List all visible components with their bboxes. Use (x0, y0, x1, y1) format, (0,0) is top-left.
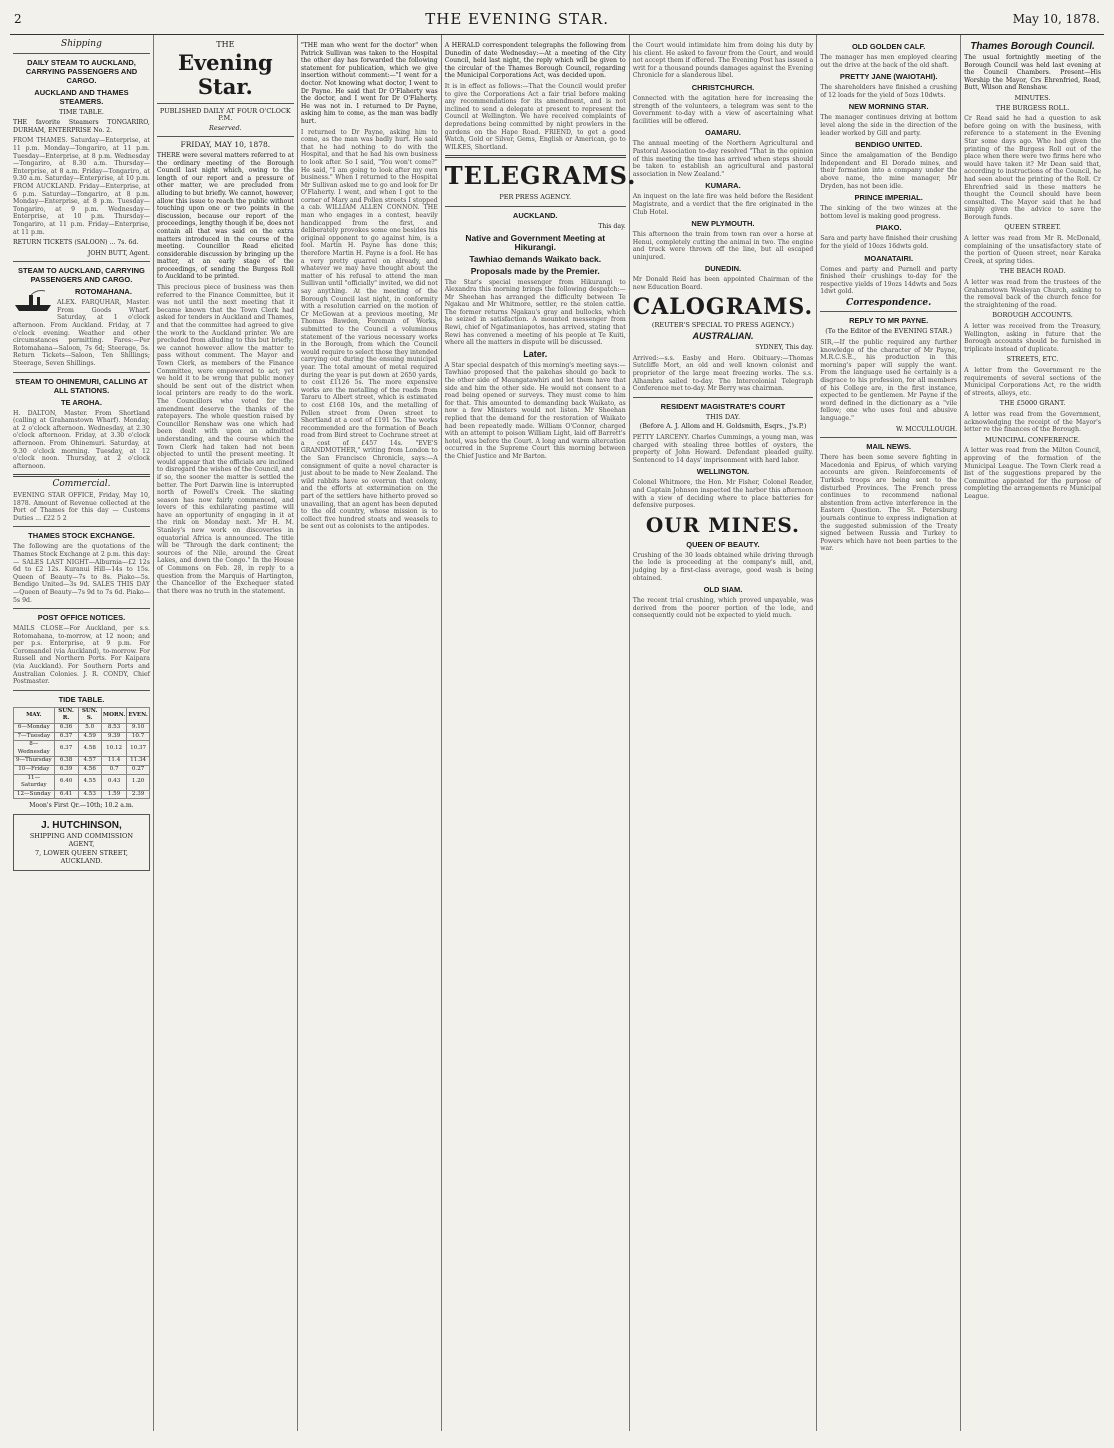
publisher-line: PUBLISHED DAILY AT FOUR O'CLOCK P.M. (159, 106, 291, 123)
council-heading: Thames Borough Council. (970, 41, 1095, 52)
page-header (10, 6, 1104, 35)
tide-row (14, 732, 150, 741)
doctor-letter-lead: "THE man who went for the doctor" when Patrick Sullivan was taken to the Hospital the other day has forwarded the following statement for publication, which we give insertion without comment:—"I went for a doctor. Not knowing what doctor, I went to Dr Payne. He said that Dr O'Flaherty was the doctor, and I went for Dr O'Flaherty. He was not in. I returned to Dr Payne, asking him to come, as the man was badly hurt. (300, 42, 438, 125)
tide-cell: 6.41 (54, 790, 78, 799)
hutchinson-name: J. HUTCHINSON, (41, 819, 122, 831)
rm-court-heading: RESIDENT MAGISTRATE'S COURT (660, 401, 786, 411)
commercial-text: EVENING STAR OFFICE, Friday, May 10, 1878. Amount of Revenue collected at the Port of Thames for this day — Customs Duties ... £22 5 2 (13, 491, 150, 522)
wellington-text: Colonel Whitmore, the Hon. Mr Fisher, Colonel Reader, and Captain Johnson inspected the harbor this afternoon with a view of deciding where to place batteries for defensive purposes. (632, 479, 814, 510)
our-mines-heading: OUR MINES. (645, 512, 801, 537)
return-tickets: RETURN TICKETS (SALOON) ... 7s. 6d. (13, 239, 139, 247)
queen-text: Crushing of the 30 loads obtained while driving through the lode is proceeding at the company's mill, and, judging by a first-class average, good wash is being obtained. (632, 551, 814, 582)
tide-row (14, 766, 150, 775)
new-morning-star-text: The manager continues driving at bottom level along the side in the direction of the leader worked by Gill and party. (820, 114, 958, 137)
column-6 (817, 35, 961, 1431)
tide-cell: 6.37 (54, 741, 78, 757)
burgess-text: Cr Read said he had a question to ask before going on with the business, with reference to a statement in the Evening Star some days ago. Who had given the printing of the Burgess Roll out of the place when there were two firms here who would have taken it? Mr Dean said that, according to instructions of the Council, he had seen about the printing of the Roll. Cr Ehrenfried said in these matters he thought the Council should have been consulted. The Mayor said that he had simply given the advice to save the Borough funds. (964, 115, 1101, 221)
later-heading: Later. (523, 348, 548, 359)
shipping-heading: Shipping (61, 39, 102, 49)
new-morning-star-heading: NEW MORNING STAR. (848, 102, 929, 112)
kumara-text: An inquest on the late fire was held before the Resident Magistrate, and a verdict that the fire originated in the Club Hotel. (632, 193, 814, 216)
tide-cell: 10—Friday (14, 766, 55, 775)
old-siam-heading: OLD SIAM. (703, 585, 743, 595)
tide-cell: 1.59 (101, 790, 126, 799)
daily-steam-ad: DAILY STEAM TO AUCKLAND, CARRYING PASSENGERS AND CARGO. (25, 57, 138, 85)
tide-cell: 4.59 (78, 732, 101, 741)
telegram-body: The Star's special messenger from Hikurangi to Alexandra this morning brings the following despatch:—Mr Sheehan has arranged the difficulty between Te Ngakau and Mr Whitmore, settler, re the stolen cattle. The former returns Ngakau's gray and bullocks, which he seized in satisfaction. A mounted messenger from Rewi, chief of Ngatimaniapotos, has arrived, stating that Rewi has convened a meeting of his people at Te Kuiti, where all the matters in dispute will be discussed. (444, 278, 626, 347)
calograms-heading: CALOGRAMS. (632, 293, 814, 320)
piako-text: Sara and party have finished their crushing for the yield of 10ozs 16dwts gold. (820, 235, 958, 250)
beach-road-heading: THE BEACH ROAD. (999, 267, 1066, 276)
rm-before: (Before A. J. Allom and H. Goldsmith, Esqrs., J's.P.) (639, 422, 807, 431)
moon-phase: Moon's First Qr.—10th; 10.2 a.m. (29, 802, 134, 810)
post-office-heading: POST OFFICE NOTICES. (37, 613, 126, 623)
column-2 (154, 35, 298, 1431)
tide-cell: 0.43 (101, 774, 126, 790)
streets-text: A letter from the Government re the requirements of several sections of the Municipal Corporations Act, re the width of streets, alleys, etc. (964, 366, 1101, 397)
editorial-date: FRIDAY, MAY 10, 1878. (180, 140, 271, 150)
kumara-heading: KUMARA. (705, 181, 741, 191)
proposals-heading: Proposals made by the Premier. (470, 265, 600, 276)
rm-this-day: THIS DAY. (705, 412, 741, 421)
prince-imperial-text: The sinking of the two winzes at the bottom level is making good progress. (820, 205, 958, 220)
new-plymouth-heading: NEW PLYMOUTH. (691, 219, 755, 229)
christchurch-text: Connected with the agitation here for increasing the strength of the volunteers, a telegram was sent to the Government to-day with a view of ascertaining what facilities will be offered. (632, 94, 814, 125)
dunedin-text: Mr Donald Reid has been appointed Chairman of the new Education Board. (632, 276, 814, 292)
tide-row (14, 790, 150, 799)
agent-sign: JOHN BUTT, Agent. (87, 249, 150, 257)
sydney-line: SYDNEY, This day. (755, 344, 814, 352)
logo-the: THE (216, 40, 235, 49)
hutchinson-address: 7, LOWER QUEEN STREET, AUCKLAND. (34, 849, 128, 865)
herald-lead: A HERALD correspondent telegraphs the following from Dunedin of date Wednesday:—At a meeting of the City Council, held last night, the reply which will be given to the circular of the Thames Borough Council, regarding the Municipal Corporations Act, was decided upon. (444, 42, 626, 80)
tide-column-header: SUN. R. (54, 707, 78, 723)
column-7 (961, 35, 1104, 1431)
newspaper-page (10, 6, 1104, 1436)
press-agency: PER PRESS AGENCY. (499, 193, 572, 202)
doctor-letter-body: I returned to Dr Payne, asking him to come, as the man was badly hurt. He said that he had nothing to do with the Hospital, and that he had his own business to look after. So I said, "You won't come?" He said, "I am going to look after my own business." When I returned to the Hospital Mr Sullivan asked me to go and look for Dr O'Flaherty. I went, and when I got to the corner of Mary and Pollen streets I stopped a cab. WILLIAM ALLEN CONNON. THE man who engages in a contest, heavily handicapped from the first, and deliberately provokes some one besides his original opponent to go against him, is a fool. Martin H. Payne has done this; therefore Martin H. Payne is a fool. He has a very pretty quarrel on already, and whatever we may have thought about the matter of his refusal to attend the man Sullivan until "officially" invited, we did not say anything. At the meeting of the Borough Council last night, in conformity with a resolution carried on the motion of Cr McGowan at a previous meeting, Mr Thomas Bawden, Foreman of Works, submitted to the Council a voluminous statement of the various necessary works in the Borough, from which the Council would require to select those they intended carrying out during the ensuing municipal year. The total amount of metal required during the year is put down at 2650 yards, to cost £1126 5s. The more expensive works are the metalling of the roads from Tararu to Albert street, which is estimated to cost £168 10s, and the metalling of Pollen street from Owen street to Shortland at a cost of £191 5s. The works recommended are the formation of Beach road from Bird street to Cochrane street at a cost of £457 14s. "EVE'S GRANDMOTHER," writing from London to the San Francisco Chronicle, says:—A consignment of quite a novel character is just about to be made to New Zealand. The wild rabbits have so overrun that colony, and the efforts at extermination on the part of the settlers have hitherto proved so unavailing, that an agent has been deputed to the old country, whose mission is to collect five hundred stoats and weasels to be sent out as colonists to the antipodes. (300, 128, 438, 531)
rotomahana-text: ALEX. FARQUHAR, Master. From Goods Wharf. Saturday, at 1 o'clock afternoon. From Auckland. Friday, at 7 o'clock evening. Weather and other circumstances permitting. Fares:—Per Rotomahana—Saloon, 7s 6d; Steerage, 5s. Return Tickets—Saloon, Ten Shillings; Steerage, Seven Shillings. (13, 299, 150, 368)
columns (10, 35, 1104, 1431)
tide-cell: 9.10 (127, 724, 150, 733)
rotomahana-heading: ROTOMAHANA. (74, 287, 132, 297)
stock-exchange-heading: THAMES STOCK EXCHANGE. (28, 531, 135, 541)
tide-cell: 4.56 (78, 766, 101, 775)
tide-column-header: SUN. S. (78, 707, 101, 723)
tide-cell: 6.37 (54, 732, 78, 741)
golden-calf-text: The manager has men employed clearing out the drive at the back of the old shaft. (820, 54, 958, 69)
dunedin-heading: DUNEDIN. (704, 264, 742, 274)
tide-cell: 7—Tuesday (14, 732, 55, 741)
tide-column-header: MORN. (101, 707, 126, 723)
tide-cell: 11.34 (127, 757, 150, 766)
beach-road-text: A letter was read from the trustees of the Grahamstown Wesleyan Church, asking to the removal back of the church fence for the straightening of the road. (964, 279, 1101, 309)
australian-text: Arrived:—s.s. Easby and Hero. Obituary:—Thomas Sutcliffe Mort, an old and well known colonist and proprietor of the large meat freezing works. The s.s. Alhambra sailed to-day. The Intercolonial Telegraph Conference met to-day. Mr Berry was chairman. (632, 354, 814, 393)
tide-cell: 0.27 (127, 766, 150, 775)
column-1 (10, 35, 154, 1431)
herald-body: It is in effect as follows:—That the Council would prefer to give the Corporations Act a fair trial before making any recommendations for its amendment, and is not inclined to send a delegate at present to represent the Council at Wellington. We have received complaints of depredations being committed by night prowlers in the gardens on the Hape Road. FRIEND, to get a good Watch, Gold or Silver, Gems, English or American, go to WILKES, Shortland. (444, 82, 626, 151)
tide-cell: 6.36 (54, 724, 78, 733)
ohinemuri-ad: STEAM TO OHINEMURI, CALLING AT ALL STATIONS. (15, 376, 148, 395)
this-day-1: This day. (598, 222, 626, 230)
golden-calf-heading: OLD GOLDEN CALF. (851, 42, 926, 51)
burgess-roll-heading: THE BURGESS ROLL. (995, 103, 1070, 112)
column-3 (298, 35, 442, 1431)
auckland-heading: AUCKLAND. (512, 210, 558, 220)
later-body: A Star special despatch of this morning's meeting says:—Tawhiao proposed that the pakehas should go back to the other side of Maungatawhiri and let them have that side and him the other side. He would not consent to a road being opened or surveys. They must come to him for that. This amounted to demanding back Waikato, as now a few Ministers would not listen. Mr Sheehan replied that the demand for the restoration of Waikato had been repeatedly made. William O'Connor, charged with an attempt to poison William Light, laid off Barrett's hotel, was before the Court. A long and warm altercation occurred in the Supreme Court this morning between the Chief Justice and Mr Barton. (444, 361, 626, 460)
stock-exchange-text: The following are the quotations of the Thames Stock Exchange at 2 p.m. this day:— SALES LAST NIGHT—Alburnia—£2 12s 6d to £2 12s. Kuranui Hill—14s to 15s. Queen of Beauty—7s to 8s. Piako—5s. Bendigo United—3s 9d. SALES THIS DAY—Queen of Beauty—7s 9d to 7s 6d. Piako—5s 9d. (13, 543, 150, 604)
tide-cell: 11—Saturday (14, 774, 55, 790)
pretty-jane-heading: PRETTY JANE (WAIOTAHI). (839, 72, 938, 82)
oamaru-text: The annual meeting of the Northern Agricultural and Pastoral Association to-day resolved "That in the opinion of this meeting the time has arrived when steps should be taken to establish an agricultural and pastoral association in New Zealand." (632, 140, 814, 178)
reply-text: SIR,—If the public required any further knowledge of the character of Mr Payne, M.R.C.S.E., his production in this morning's paper will supply the want. From the language used he certainly is a disgrace to his profession, for all members of his College are, in the first instance, expected to be gentlemen. Mr Payne if the word defined in the dictionary as a "vile fellow; one who uses foul and abusive language." (820, 339, 958, 422)
council-lead: The usual fortnightly meeting of the Borough Council was held last evening at the Council Chambers. Present—His Worship the Mayor, Crs Ehrenfried, Read, Butt, Wilson and Renshaw. (964, 54, 1101, 92)
queen-street-heading: QUEEN STREET. (1004, 223, 1061, 232)
tide-cell: 11.4 (101, 757, 126, 766)
tide-cell: 12—Sunday (14, 790, 55, 799)
issue-date: May 10, 1878. (1012, 12, 1100, 26)
tide-cell: 9.39 (101, 732, 126, 741)
tide-cell: 4.58 (78, 741, 101, 757)
tide-cell: 0.7 (101, 766, 126, 775)
rm-text: PETTY LARCENY. Charles Cummings, a young man, was charged with stealing three bottles of oysters, the property of John Howard. Defendant pleaded guilty. Sentenced to 14 days' imprisonment with hard labor. (632, 434, 814, 464)
tide-table-heading: TIDE TABLE. (58, 694, 105, 704)
commercial-heading: Commercial. (52, 479, 111, 490)
native-meeting-heading: Native and Government Meeting at Hikurangi. (465, 232, 606, 252)
column-5 (630, 35, 817, 1431)
tide-table (13, 707, 150, 800)
reserved-note: Reserved. (208, 123, 242, 132)
oamaru-heading: OAMARU. (705, 128, 741, 138)
te-aroha-heading: TE AROHA. (60, 397, 102, 407)
bendigo-heading: BENDIGO UNITED. (855, 140, 923, 150)
tide-cell: 5.0 (78, 724, 101, 733)
tide-row (14, 724, 150, 733)
streets-heading: STREETS, ETC. (1006, 355, 1059, 364)
tide-column-header: EVEN. (127, 707, 150, 723)
old-siam-text: The recent trial crushing, which proved unpayable, was derived from the poorer portion of the lode, and consequently could not be expected to yield much. (632, 597, 814, 620)
court-continued: the Court would intimidate him from doing his duty by his client. He asked to favour from the Court, and would not accept them if offered. The Evening Post has issued a writ for a thousand pounds damages against the Evening Chronicle for a slanderous libel. (632, 42, 814, 80)
tide-cell: 6—Monday (14, 724, 55, 733)
te-aroha-text: H. DALTON, Master. From Shortland (calling at Grahamstown Wharf). Monday, at 2 o'clock afternoon. Wednesday, at 2.30 o'clock afternoon. Friday, at 3.30 o'clock afternoon. From Ohinemuri. Saturday, at 9.30 o'clock morning. Tuesday, at 12 o'clock noon. Thursday, at 2 o'clock afternoon. (13, 409, 150, 470)
editorial-body: This precious piece of business was then referred to the Finance Committee, but it was not until the next meeting that it became known that the Town Clerk had asked for tenders in Auckland and Thames, and that the committee had agreed to give the work to the Auckland printer. We are precluded from alluding to this but briefly; we cannot however allow the matter to pass without comment. The Mayor and Town Clerk, as members of the Finance Committee, were empowered to act; yet we hold it to be wrong that public money should be sent out of the district when local printers are ready to do the work. The Councillors who voted for the amendment deserve the thanks of the ratepayers. The whole question raised by Councillor Renshaw was one which had been dealt with upon an admitted understanding, and the course which the Town Clerk had taken had not been objected to until the present meeting. It would appear that the officials are inclined to disregard the wishes of the Council, and if so, the sooner the matter is settled the better. The Port Darwin line is interrupted north of Powell's Creek. The skating season has now fairly commenced, and lovers of this exhilarating pastime will have an opportunity of engaging in it at the rink on Monday next. Mr H. M. Stanley's new work on discoveries in equatorial Africa is announced. The title will be "Through the dark continent; the sources of the Nile, around the Great Lakes, and down the Congo." In the House of Commons on Feb. 28, in reply to a question from the Marquis of Hartington, the Chancellor of the Exchequer stated that there was no truth in the statement. (156, 284, 294, 595)
pretty-jane-text: The shareholders have finished a crushing of 12 loads for the yield of 5ozs 10dwts. (820, 84, 958, 99)
mail-news-text: There has been some severe fighting in Macedonia and Epirus, of which varying accounts are given. Reinforcements of Turkish troops are being sent to the disturbed Provinces. The French press continues to recommend national abstention from active interference in the Eastern Question. The St. Petersburg journals continue to express indignation at the suggested submission of the Treaty signed between Russia and Turkey to Powers which have not been parties to the war. (820, 454, 958, 553)
tide-cell: 10.37 (127, 741, 150, 757)
tide-cell: 6.40 (54, 774, 78, 790)
tide-cell: 6.38 (54, 757, 78, 766)
post-office-text: MAILS CLOSE—For Auckland, per s.s. Rotomahana, to-morrow, at 12 noon; and per p.s. Enterprise, at 9 p.m. For Coromandel (via Auckland), to-morrow. For Russell and Northern Ports. For Kaipara (via Auckland). For Southern Ports and Australian Colonies. J. R. CONDY, Chief Postmaster. (13, 625, 150, 686)
tide-cell: 10.7 (127, 732, 150, 741)
moanatairi-heading: MOANATAIRI. (864, 253, 914, 263)
moanatairi-text: Comes and party and Purnell and party finished their crushings to-day for the respective yields of 19ozs 14dwts and 5ozs 1dwt gold. (820, 265, 958, 296)
tide-cell: 4.55 (78, 774, 101, 790)
steam-auckland-ad: STEAM TO AUCKLAND, CARRYING PASSENGERS AND CARGO. (18, 266, 145, 285)
timetable-text: FROM THAMES. Saturday—Enterprise, at 11 p.m. Monday—Tongariro, at 11 p.m. Tuesday—Enterprise, at 8 p.m. Wednesday—Tongariro, at 8.30 a.m. Thursday—Enterprise, at 8 a.m. Friday—Tongariro, at 9.30 a.m. Saturday—Enterprise, at 10 p.m. FROM AUCKLAND. Friday—Enterprise, at 6 p.m. Saturday—Tongariro, at 8 p.m. Monday—Enterprise, at 8 p.m. Tuesday—Tongariro, at 9 p.m. Wednesday—Enterprise, at 10 p.m. Thursday—Tongariro, at 11 p.m. Friday—Enterprise, at 11 p.m. (13, 137, 150, 236)
borough-accounts-heading: BOROUGH ACCOUNTS. (992, 311, 1073, 320)
tawhiao-heading: Tawhiao demands Waikato back. (469, 253, 602, 264)
newspaper-title: THE EVENING STAR. (425, 10, 610, 28)
australian-heading: AUSTRALIAN. (692, 331, 754, 342)
thames-steamers-heading: AUCKLAND AND THAMES STEAMERS. (34, 87, 129, 106)
tide-cell: 10.12 (101, 741, 126, 757)
tide-cell: 4.57 (78, 757, 101, 766)
christchurch-heading: CHRISTCHURCH. (691, 82, 755, 92)
tide-row (14, 757, 150, 766)
tide-row (14, 741, 150, 757)
tide-cell: 4.53 (78, 790, 101, 799)
tide-cell: 1.20 (127, 774, 150, 790)
reply-to-editor: (To the Editor of the EVENING STAR.) (825, 327, 953, 336)
piako-heading: PIAKO. (875, 223, 902, 233)
mail-news-heading: MAIL NEWS. (866, 442, 912, 452)
new-plymouth-text: This afternoon the train from town ran over a horse at Henui, completely cutting the animal in two. The engine and truck were thrown off the line, but all escaped uninjured. (632, 231, 814, 261)
bendigo-text: Since the amalgamation of the Bendigo Independent and El Dorado mines, and their formation into a company under the above name, the mine manager, Mr Dryden, has not been idle. (820, 152, 958, 190)
reuter-line: (REUTER'S SPECIAL TO PRESS AGENCY.) (651, 320, 794, 329)
tide-cell: 8—Wednesday (14, 741, 55, 757)
conference-text: A letter was read from the Milton Council, approving of the formation of the Municipal League. The Town Clerk read a list of the suggestions prepared by the Committee appointed for the purpose of completing the arrangements re Municipal League. (964, 447, 1101, 500)
queen-of-beauty-heading: QUEEN OF BEAUTY. (686, 539, 760, 549)
hutchinson-ad (13, 814, 150, 871)
steamers-list: THE favorite Steamers TONGARIRO, DURHAM, ENTERPRISE No. 2. (13, 119, 150, 134)
minutes-heading: MINUTES. (1014, 93, 1051, 102)
page-number: 2 (14, 12, 22, 26)
timetable-heading: TIME TABLE. (58, 107, 104, 116)
column-4 (442, 35, 637, 1431)
conference-heading: MUNICIPAL CONFERENCE. (984, 435, 1081, 444)
tide-column-header: MAY. (14, 707, 55, 723)
correspondence-heading: Correspondence. (846, 297, 932, 308)
tide-cell: 2.39 (127, 790, 150, 799)
tide-cell: 9—Thursday (14, 757, 55, 766)
tide-cell: 6.39 (54, 766, 78, 775)
telegrams-heading: TELEGRAMS. (444, 161, 637, 191)
hutchinson-trade: SHIPPING AND COMMISSION AGENT, (29, 831, 134, 848)
grant-text: A letter was read from the Government, acknowledging the receipt of the Mayor's letter re the finances of the Borough. (964, 410, 1101, 434)
tide-cell: 8.53 (101, 724, 126, 733)
newspaper-logo: Evening Star. (177, 49, 273, 99)
prince-imperial-heading: PRINCE IMPERIAL. (854, 193, 923, 203)
grant-heading: THE £5000 GRANT. (999, 399, 1066, 408)
borough-accounts-text: A letter was received from the Treasury, Wellington, asking in future that the Borough accounts should be furnished in triplicate instead of duplicate. (964, 323, 1101, 353)
queen-street-text: A letter was read from Mr R. McDonald, complaining of the unsatisfactory state of the portion of Queen street, near Karaka Creek, at spring tides. (964, 235, 1101, 265)
reply-signature: W. MCCULLOUGH. (896, 425, 958, 433)
steamship-icon (13, 287, 53, 313)
editorial-lead: THERE were several matters referred to at the ordinary meeting of the Borough Council last night which, owing to the length of our report and a pressure of other matter, we are precluded from alluding to but briefly. We cannot, however, allow this issue to reach the public without touching upon one or two points in the discussion, because our report of the proceedings, lengthy though it be, does not contain all that was said on the extra matters introduced in the course of the meeting. Councillor Read elicited considerable discussion by bringing up the matter, at an early stage of the proceedings, of sending the Burgess Roll to Auckland to be printed. (156, 151, 294, 281)
tide-row (14, 774, 150, 790)
wellington-heading: WELLINGTON. (696, 467, 750, 477)
reply-heading: REPLY TO MR PAYNE. (849, 316, 929, 326)
